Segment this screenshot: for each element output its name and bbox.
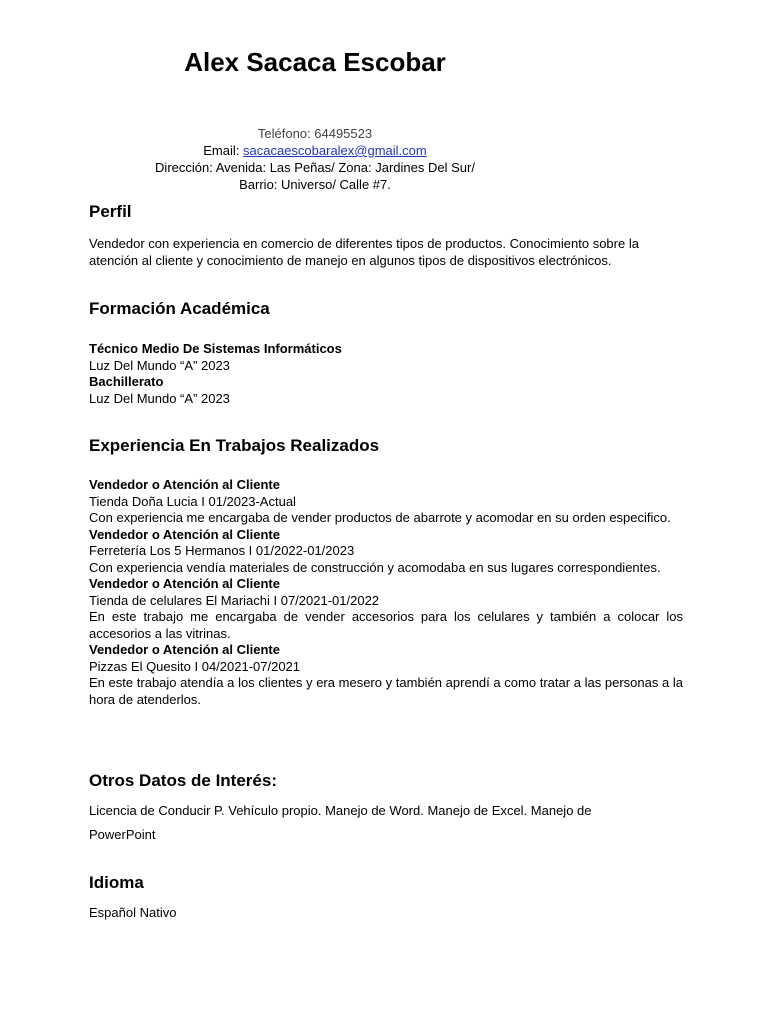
otros-heading: Otros Datos de Interés: (89, 771, 277, 790)
experiencia-list (89, 477, 683, 708)
contact-address-1: Dirección: Avenida: Las Peñas/ Zona: Jardines Del Sur/ (155, 160, 475, 175)
job-place: Tienda Doña Lucia I 01/2023-Actual (89, 493, 296, 509)
formacion-title: Bachillerato (89, 374, 164, 389)
contact-email-line (90, 142, 540, 159)
formacion-title: Técnico Medio De Sistemas Informáticos (89, 341, 342, 356)
job-place: Ferretería Los 5 Hermanos I 01/2022-01/2023 (89, 543, 355, 558)
otros-text: Licencia de Conducir P. Vehículo propio. Manejo de Word. Manejo de Excel. Manejo de PowerPoint (89, 803, 592, 842)
perfil-heading: Perfil (89, 202, 132, 221)
job-description: En este trabajo me encargaba de vender accesorios para los celulares y también a colocar los accesorios a las vitrinas. (89, 609, 683, 641)
idioma-text: Español Nativo (89, 905, 177, 920)
contact-address-2: Barrio: Universo/ Calle #7. (239, 177, 391, 192)
formacion-detail: Luz Del Mundo “A” 2023 (89, 390, 230, 406)
formacion-detail: Luz Del Mundo “A” 2023 (89, 357, 230, 373)
perfil-text: Vendedor con experiencia en comercio de diferentes tipos de productos. Conocimiento sobre la atención al cliente y conocimiento de manejo en algunos tipos de dispositivos electrónicos. (89, 236, 639, 268)
contact-block (90, 125, 540, 193)
job-role: Vendedor o Atención al Cliente (89, 576, 280, 591)
job-role: Vendedor o Atención al Cliente (89, 642, 280, 657)
job-description: Con experiencia me encargaba de vender productos de abarrote y acomodar en su orden especifico. (89, 510, 671, 525)
email-label: Email: (203, 143, 243, 158)
job-place: Tienda de celulares El Mariachi I 07/2021-01/2022 (89, 592, 380, 608)
idioma-heading: Idioma (89, 873, 144, 892)
contact-phone: Teléfono: 64495523 (257, 126, 373, 141)
formacion-heading: Formación Académica (89, 299, 270, 318)
job-description: Con experiencia vendía materiales de construcción y acomodaba en sus lugares correspondientes. (89, 559, 661, 575)
email-link[interactable]: sacacaescobaralex@gmail.com (243, 143, 427, 158)
resume-name: Alex Sacaca Escobar (184, 47, 446, 77)
job-place: Pizzas El Quesito I 04/2021-07/2021 (89, 658, 301, 674)
job-role: Vendedor o Atención al Cliente (89, 526, 280, 542)
formacion-list (89, 341, 683, 407)
job-description: En este trabajo atendía a los clientes y era mesero y también aprendí a como tratar a las personas a la hora de atenderlos. (89, 675, 683, 707)
experiencia-heading: Experiencia En Trabajos Realizados (89, 436, 380, 455)
job-role: Vendedor o Atención al Cliente (89, 477, 280, 492)
